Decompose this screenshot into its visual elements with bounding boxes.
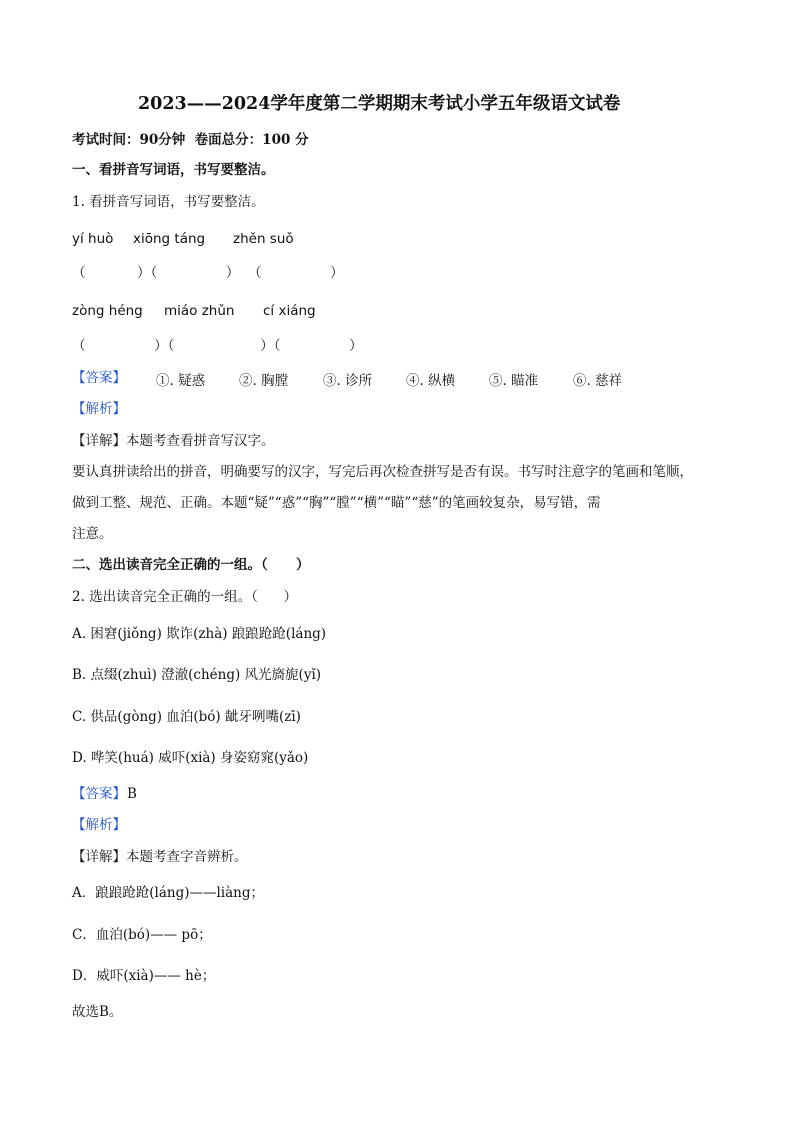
- option-a: A. 困窘(jiǒng) 欺诈(zhà) 踉踉跄跄(láng): [72, 626, 327, 642]
- analysis-tag-2: 【解析】: [72, 817, 126, 833]
- pinyin-4: zòng héng: [72, 303, 143, 319]
- detail-1-line-1: 【详解】本题考查看拼音写汉字。: [72, 433, 275, 449]
- question2-label: 2. 选出读音完全正确的一组。（ ）: [72, 589, 298, 605]
- pinyin-1: yí huò: [72, 231, 114, 247]
- pinyin-6: cí xiáng: [263, 303, 316, 319]
- answer-item-4: ④. 纵横: [406, 373, 456, 389]
- exam-title: 2023——2024学年度第二学期期末考试小学五年级语文试卷: [138, 94, 621, 114]
- detail-2-line-1: 【详解】本题考查字音辨析。: [72, 849, 248, 865]
- answer-item-6: ⑥. 慈祥: [573, 373, 623, 389]
- pinyin-5: miáo zhǔn: [164, 303, 235, 319]
- pinyin-2: xiōng táng: [133, 231, 206, 247]
- answer-item-3: ③. 诊所: [323, 373, 373, 389]
- section2-heading: 二、选出读音完全正确的一组。（ ）: [72, 557, 310, 573]
- option-c: C. 供品(gòng) 血泊(bó) 龇牙咧嘴(zī): [72, 709, 301, 725]
- blank-row-2: （ ）（ ）（ ）: [72, 338, 363, 354]
- detail-1-line-4: 注意。: [72, 526, 113, 542]
- pinyin-3: zhěn suǒ: [233, 231, 294, 247]
- section1-heading: 一、看拼音写词语，书写要整洁。: [72, 162, 275, 178]
- question1-label: 1. 看拼音写词语，书写要整洁。: [72, 194, 265, 210]
- exam-meta: 考试时间：90分钟 卷面总分：100 分: [72, 132, 309, 148]
- detail-1-line-2: 要认真拼读给出的拼音，明确要写的汉字，写完后再次检查拼写是否有误。书写时注意字的笔画和笔顺，: [72, 464, 693, 480]
- option-b: B. 点缀(zhuì) 澄澈(chéng) 风光旖旎(yǐ): [72, 667, 322, 683]
- answer-tag-1: 【答案】: [72, 370, 126, 386]
- answer-value-2: B: [127, 786, 137, 802]
- answer-item-2: ②. 胸膛: [239, 373, 289, 389]
- detail-1-line-3: 做到工整、规范、正确。本题“疑”“惑”“胸”“膛”“横”“瞄”“慈”的笔画较复杂，易写错，需: [72, 495, 601, 511]
- detail-2-c: C．血泊(bó)—— pō；: [72, 927, 212, 943]
- conclusion: 故选B。: [72, 1004, 123, 1020]
- blank-row-1: （ ）（ ） （ ）: [72, 265, 344, 281]
- detail-2-a: A．踉踉跄跄(láng)——liàng；: [72, 885, 265, 901]
- detail-2-d: D．威吓(xià)—— hè；: [72, 968, 216, 984]
- answer-item-5: ⑤. 瞄准: [489, 373, 539, 389]
- analysis-tag-1: 【解析】: [72, 401, 126, 417]
- option-d: D. 哗笑(huá) 威吓(xià) 身姿窈窕(yǎo): [72, 750, 309, 766]
- answer-tag-2: 【答案】: [72, 786, 126, 802]
- answer-item-1: ①. 疑惑: [156, 373, 206, 389]
